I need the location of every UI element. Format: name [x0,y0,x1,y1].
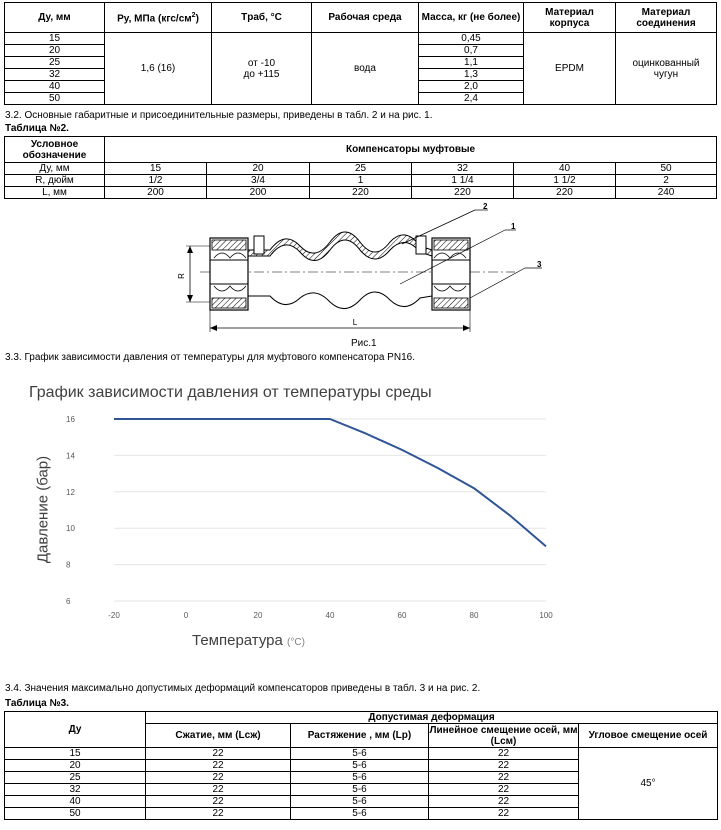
dimension-l-label: L [352,318,358,327]
table-cell: 25 [310,163,412,175]
y-tick-label: 8 [66,560,71,570]
paragraph-3-3: 3.3. График зависимости давления от температуры для муфтового компенсатора PN16. [5,352,415,363]
compress-cell: 22 [146,748,291,760]
dimensions-table [4,136,717,199]
table-cell: 3/4 [207,175,310,187]
table-cell: 200 [105,187,207,199]
header-temp: Tраб, °С [212,3,312,33]
specs-table [4,2,717,105]
table3-caption: Таблица №3. [5,698,69,709]
linear-cell: 22 [429,760,579,772]
compress-cell: 22 [146,772,291,784]
x-tick-label: 80 [469,611,479,620]
table-cell: 32 [412,163,514,175]
du-cell: 40 [5,81,105,93]
x-tick-label: 60 [397,611,407,620]
du-header: Ду [5,712,146,748]
row-label: Ду, мм [5,163,105,175]
xlabel-unit: (°C) [287,637,305,648]
pressure-temperature-chart [50,405,570,630]
row-label: L, мм [5,187,105,199]
angular-cell: 45° [579,748,718,820]
du-cell: 40 [5,796,146,808]
compensators-header: Компенсаторы муфтовые [105,137,717,163]
x-tick-label: 40 [325,611,335,620]
table-cell: 1/2 [105,175,207,187]
table-cell: 2 [616,175,717,187]
y-tick-label: 12 [66,487,75,497]
callout-3: 3 [537,260,542,269]
chart-xlabel [192,632,305,649]
table-cell: 40 [514,163,616,175]
table-cell: 20 [207,163,310,175]
paragraph-3-4: 3.4. Значения максимально допустимых деформаций компенсаторов приведены в табл. 3 и на рис. 2. [5,683,481,694]
du-cell: 50 [5,93,105,105]
compress-cell: 22 [146,784,291,796]
linear-cell: 22 [429,784,579,796]
mass-cell: 2,0 [419,81,524,93]
table-cell: 220 [514,187,616,199]
paragraph-3-2: 3.2. Основные габаритные и присоединительные размеры, приведены в табл. 2 и на рис. 1. [5,110,433,121]
stretch-cell: 5-6 [291,808,429,820]
x-tick-label: 0 [183,611,189,620]
table-cell: 200 [207,187,310,199]
y-tick-label: 14 [66,451,75,461]
table-cell: 1 1/2 [514,175,616,187]
table-cell: 50 [616,163,717,175]
medium-cell: вода [312,33,419,105]
header-joint-material: Материал соединения [616,3,717,33]
callout-1: 1 [511,222,516,231]
y-tick-label: 16 [66,415,75,424]
temp-cell: от -10 до +115 [212,33,312,105]
linear-cell: 22 [429,748,579,760]
deformation-header: Допустимая деформация [146,712,718,724]
series-line [114,419,546,546]
joint-material-cell: оцинкованный чугун [616,33,717,105]
compress-cell: 22 [146,796,291,808]
du-cell: 32 [5,69,105,81]
header-du: Ду, мм [5,3,105,33]
figure-caption: Рис.1 [351,338,377,349]
du-cell: 25 [5,772,146,784]
stretch-cell: 5-6 [291,760,429,772]
stretch-cell: 5-6 [291,796,429,808]
table-cell: 15 [105,163,207,175]
stretch-cell: 5-6 [291,772,429,784]
body-material-cell: EPDM [524,33,616,105]
header-medium: Рабочая среда [312,3,419,33]
table-cell: 240 [616,187,717,199]
compensator-drawing [170,200,560,340]
mass-cell: 0,7 [419,45,524,57]
y-tick-label: 6 [66,597,71,606]
du-cell: 50 [5,808,146,820]
linear-cell: 22 [429,772,579,784]
stretch-cell: 5-6 [291,748,429,760]
chart-ylabel: Давление (бар) [34,455,52,564]
table-cell: 1 1/4 [412,175,514,187]
y-tick-label: 10 [66,524,75,534]
linear-cell: 22 [429,808,579,820]
mass-cell: 1,3 [419,69,524,81]
designation-header: Условное обозначение [5,137,105,163]
pressure-cell: 1,6 (16) [105,33,212,105]
callout-2: 2 [483,202,488,211]
compress-header: Сжатие, мм (Lсж) [146,724,291,748]
row-label: R, дюйм [5,175,105,187]
table-cell: 220 [310,187,412,199]
table2-caption: Таблица №2. [5,123,69,134]
header-pressure: Ру, МПа $(кгс/см^2)$ [105,3,212,33]
du-cell: 15 [5,33,105,45]
chart-title: График зависимости давления от температуры среды [29,384,432,401]
header-body-material: Материал корпуса [524,3,616,33]
dimension-r-label: R [177,273,186,279]
mass-cell: 2,4 [419,93,524,105]
stretch-cell: 5-6 [291,784,429,796]
linear-header: Линейное смещение осей, мм (Lсм) [429,724,578,747]
deformation-table [4,711,718,820]
du-cell: 15 [5,748,146,760]
x-tick-label: -20 [108,611,120,620]
du-cell: 20 [5,45,105,57]
x-tick-label: 20 [253,611,263,620]
du-cell: 32 [5,784,146,796]
linear-cell: 22 [429,796,579,808]
xlabel-text: Температура [192,632,283,649]
du-cell: 20 [5,760,146,772]
compress-cell: 22 [146,760,291,772]
mass-cell: 0,45 [419,33,524,45]
header-mass: Масса, кг (не более) [419,3,524,33]
stretch-header: Растяжение , мм (Lр) [291,724,429,748]
angular-header: Угловое смещение осей [579,724,718,748]
table-cell: 1 [310,175,412,187]
du-cell: 25 [5,57,105,69]
table-cell: 220 [412,187,514,199]
mass-cell: 1,1 [419,57,524,69]
compress-cell: 22 [146,808,291,820]
x-tick-label: 100 [539,611,553,620]
